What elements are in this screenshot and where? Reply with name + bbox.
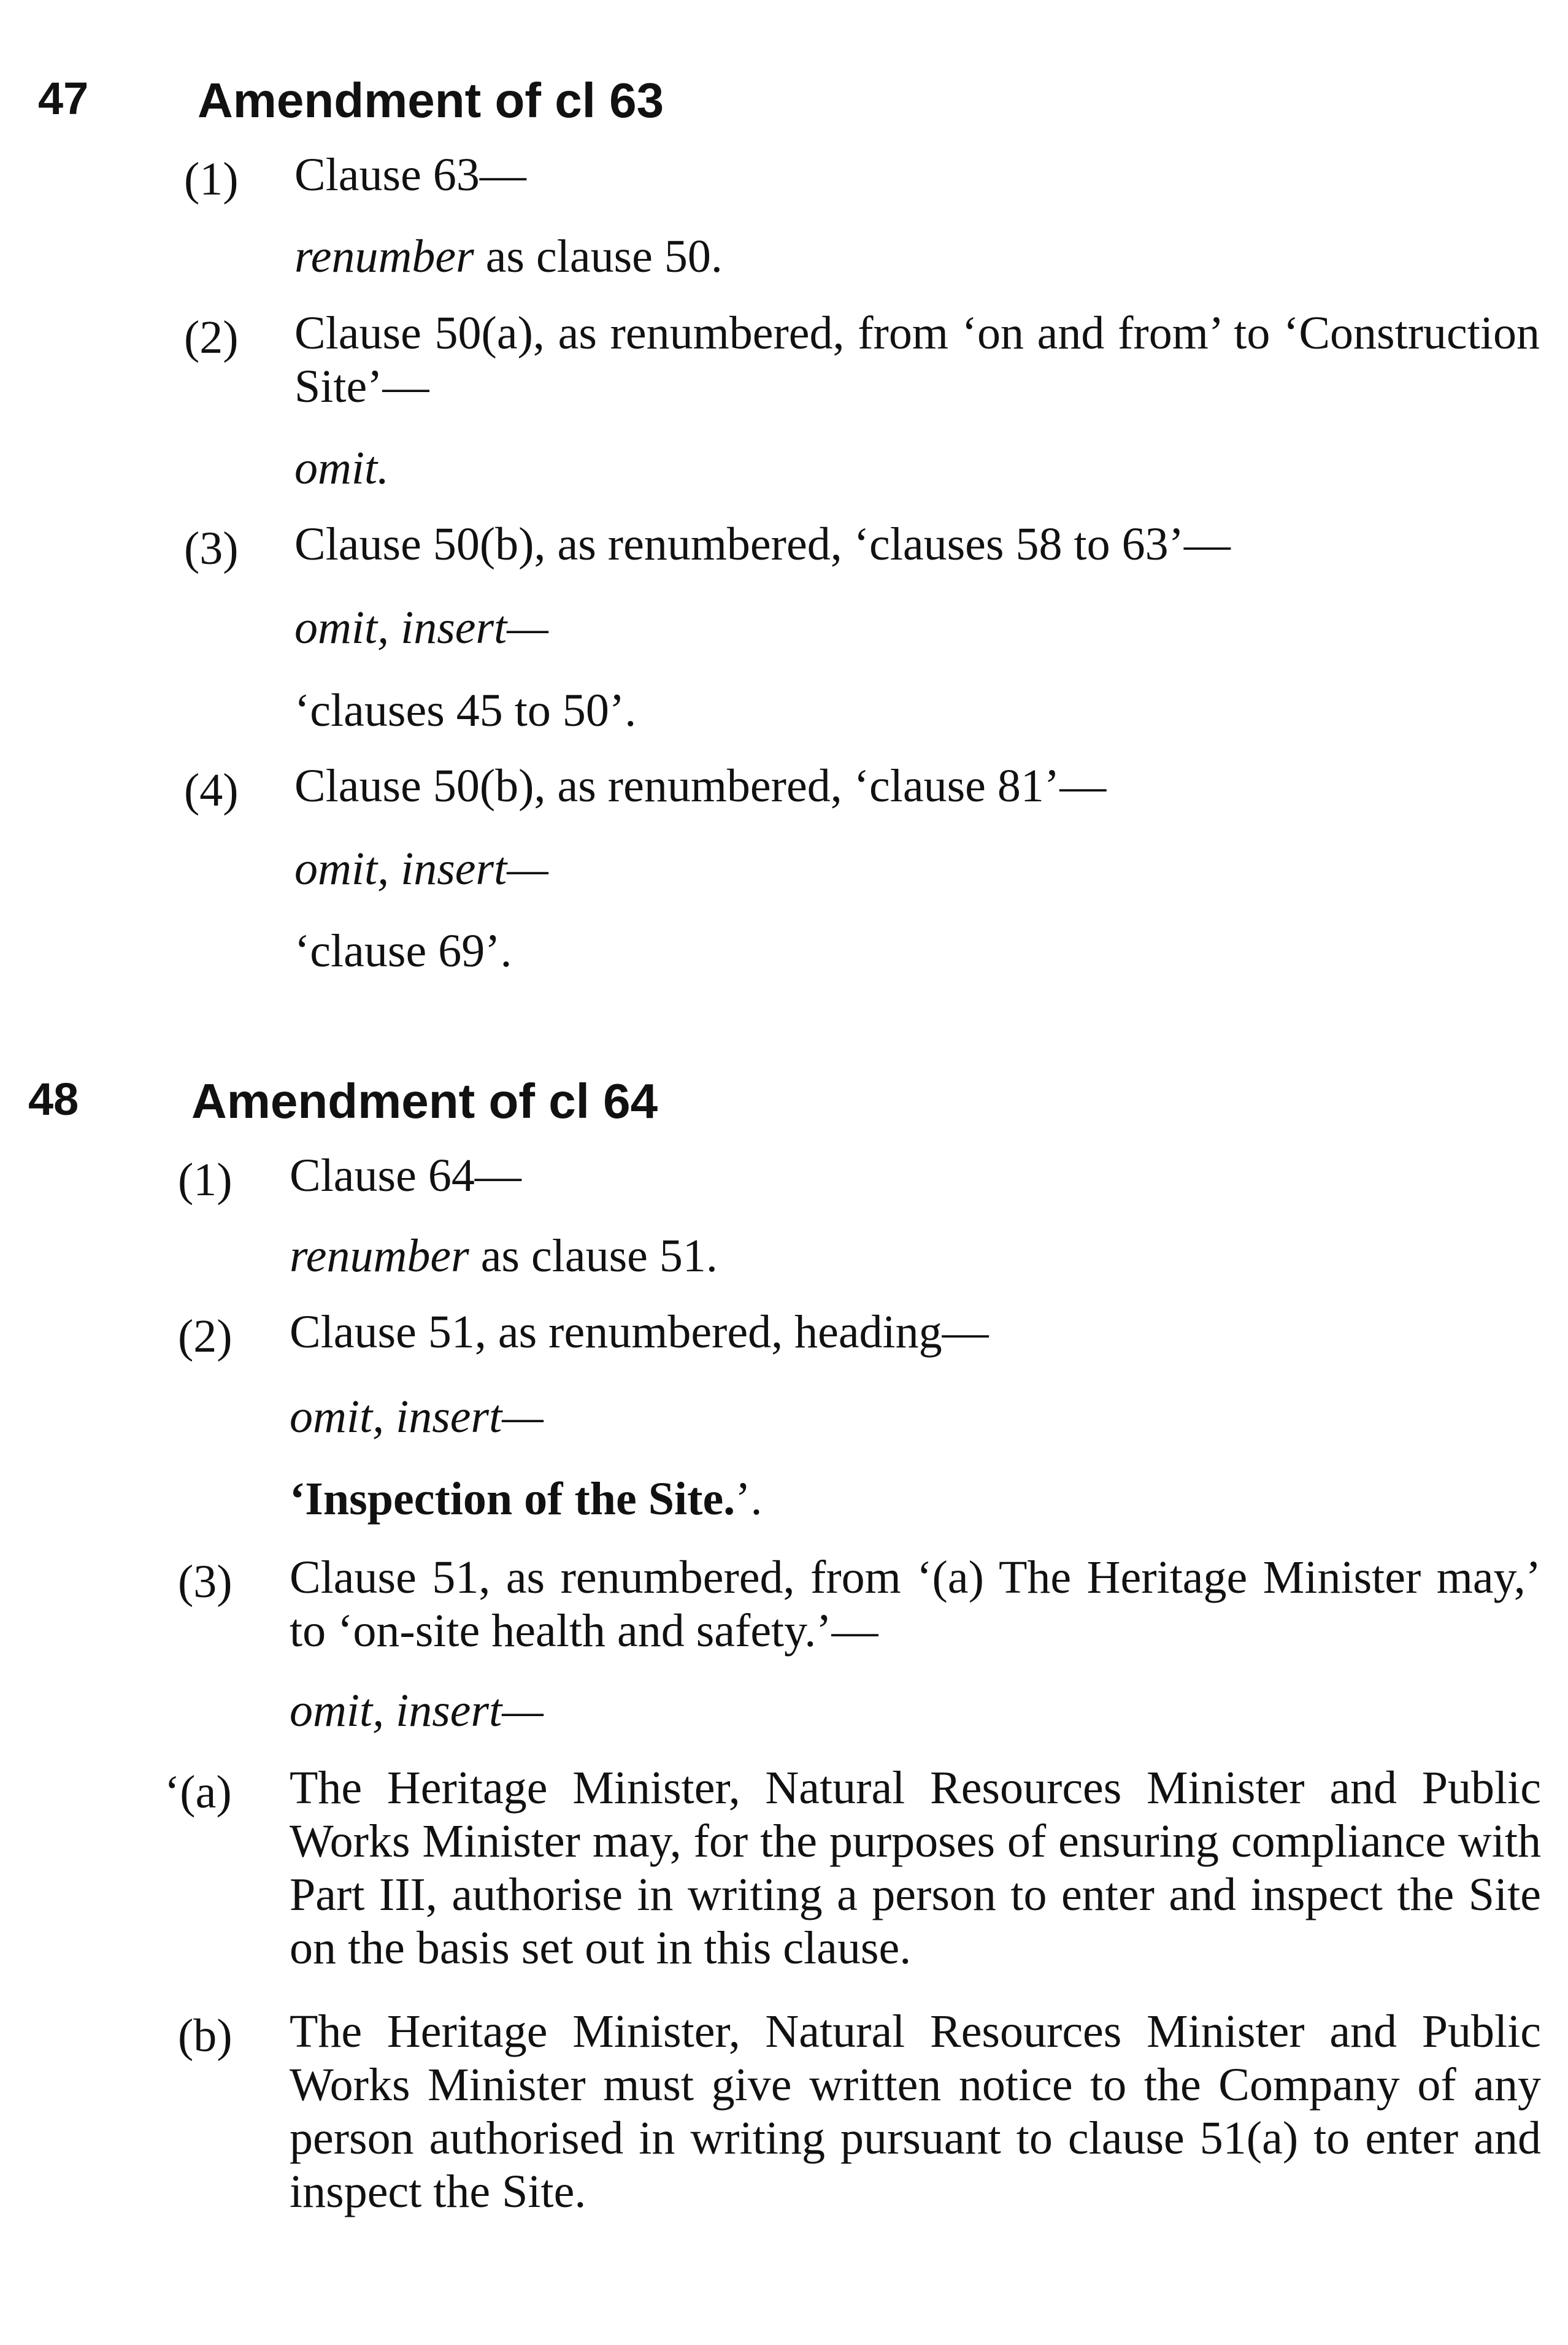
amendment-instruction: omit, insert—: [294, 602, 548, 653]
inserted-heading-tail: ’.: [735, 1473, 763, 1525]
section-number: 47: [38, 73, 89, 124]
instruction-italic: renumber: [290, 1230, 469, 1282]
inserted-paragraph: The Heritage Minister, Natural Resources Minister and Public Works Minister must give written notice to the Company of any person authorised in writing pursuant to clause 51(a) to enter and inspect the Site.: [290, 2006, 1541, 2217]
subclause-text: Clause 50(b), as renumbered, ‘clauses 58 to 63’—: [294, 518, 1231, 570]
instruction-italic: renumber: [294, 231, 474, 282]
amendment-instruction: omit.: [294, 442, 390, 494]
section-heading: Amendment of cl 64: [191, 1074, 658, 1128]
inserted-heading: [290, 1473, 1516, 1526]
amendment-instruction: [290, 1230, 1516, 1283]
section-heading: Amendment of cl 63: [198, 73, 664, 128]
subclause-text: Clause 51, as renumbered, from ‘(a) The Heritage Minister may,’ to ‘on-site health and safety.’—: [290, 1552, 1541, 1657]
amendment-instruction: [294, 230, 1515, 283]
subclause-number: (3): [178, 1556, 233, 1608]
section-number: 48: [28, 1074, 79, 1125]
paragraph-label: (b): [178, 2010, 233, 2062]
subclause-text: Clause 63—: [294, 149, 526, 201]
amendment-instruction: omit, insert—: [290, 1685, 544, 1736]
amendment-instruction: omit, insert—: [290, 1391, 544, 1442]
paragraph-label: ‘(a): [164, 1766, 232, 1818]
subclause-text: Clause 51, as renumbered, heading—: [290, 1306, 989, 1358]
inserted-text: ‘clauses 45 to 50’.: [294, 685, 637, 736]
subclause-number: (4): [184, 764, 239, 816]
inserted-text: ‘clause 69’.: [294, 925, 512, 977]
subclause-number: (3): [184, 523, 239, 574]
subclause-text: Clause 50(a), as renumbered, from ‘on and from’ to ‘Construction Site’—: [294, 307, 1540, 412]
inserted-heading-bold: ‘Inspection of the Site.: [290, 1473, 736, 1525]
instruction-rest: as clause 50.: [474, 231, 723, 282]
subclause-text: Clause 50(b), as renumbered, ‘clause 81’—: [294, 760, 1107, 812]
inserted-paragraph: The Heritage Minister, Natural Resources Minister and Public Works Minister may, for the purposes of ensuring compliance with Part III, authorise in writing a person to enter and inspect the Site on the basis set out in this clause.: [290, 1762, 1541, 1974]
subclause-text: Clause 64—: [290, 1150, 521, 1201]
subclause-number: (1): [184, 153, 239, 205]
instruction-rest: as clause 51.: [469, 1230, 718, 1282]
subclause-number: (1): [178, 1154, 233, 1206]
subclause-number: (2): [178, 1311, 233, 1362]
amendment-instruction: omit, insert—: [294, 843, 548, 895]
subclause-number: (2): [184, 312, 239, 363]
